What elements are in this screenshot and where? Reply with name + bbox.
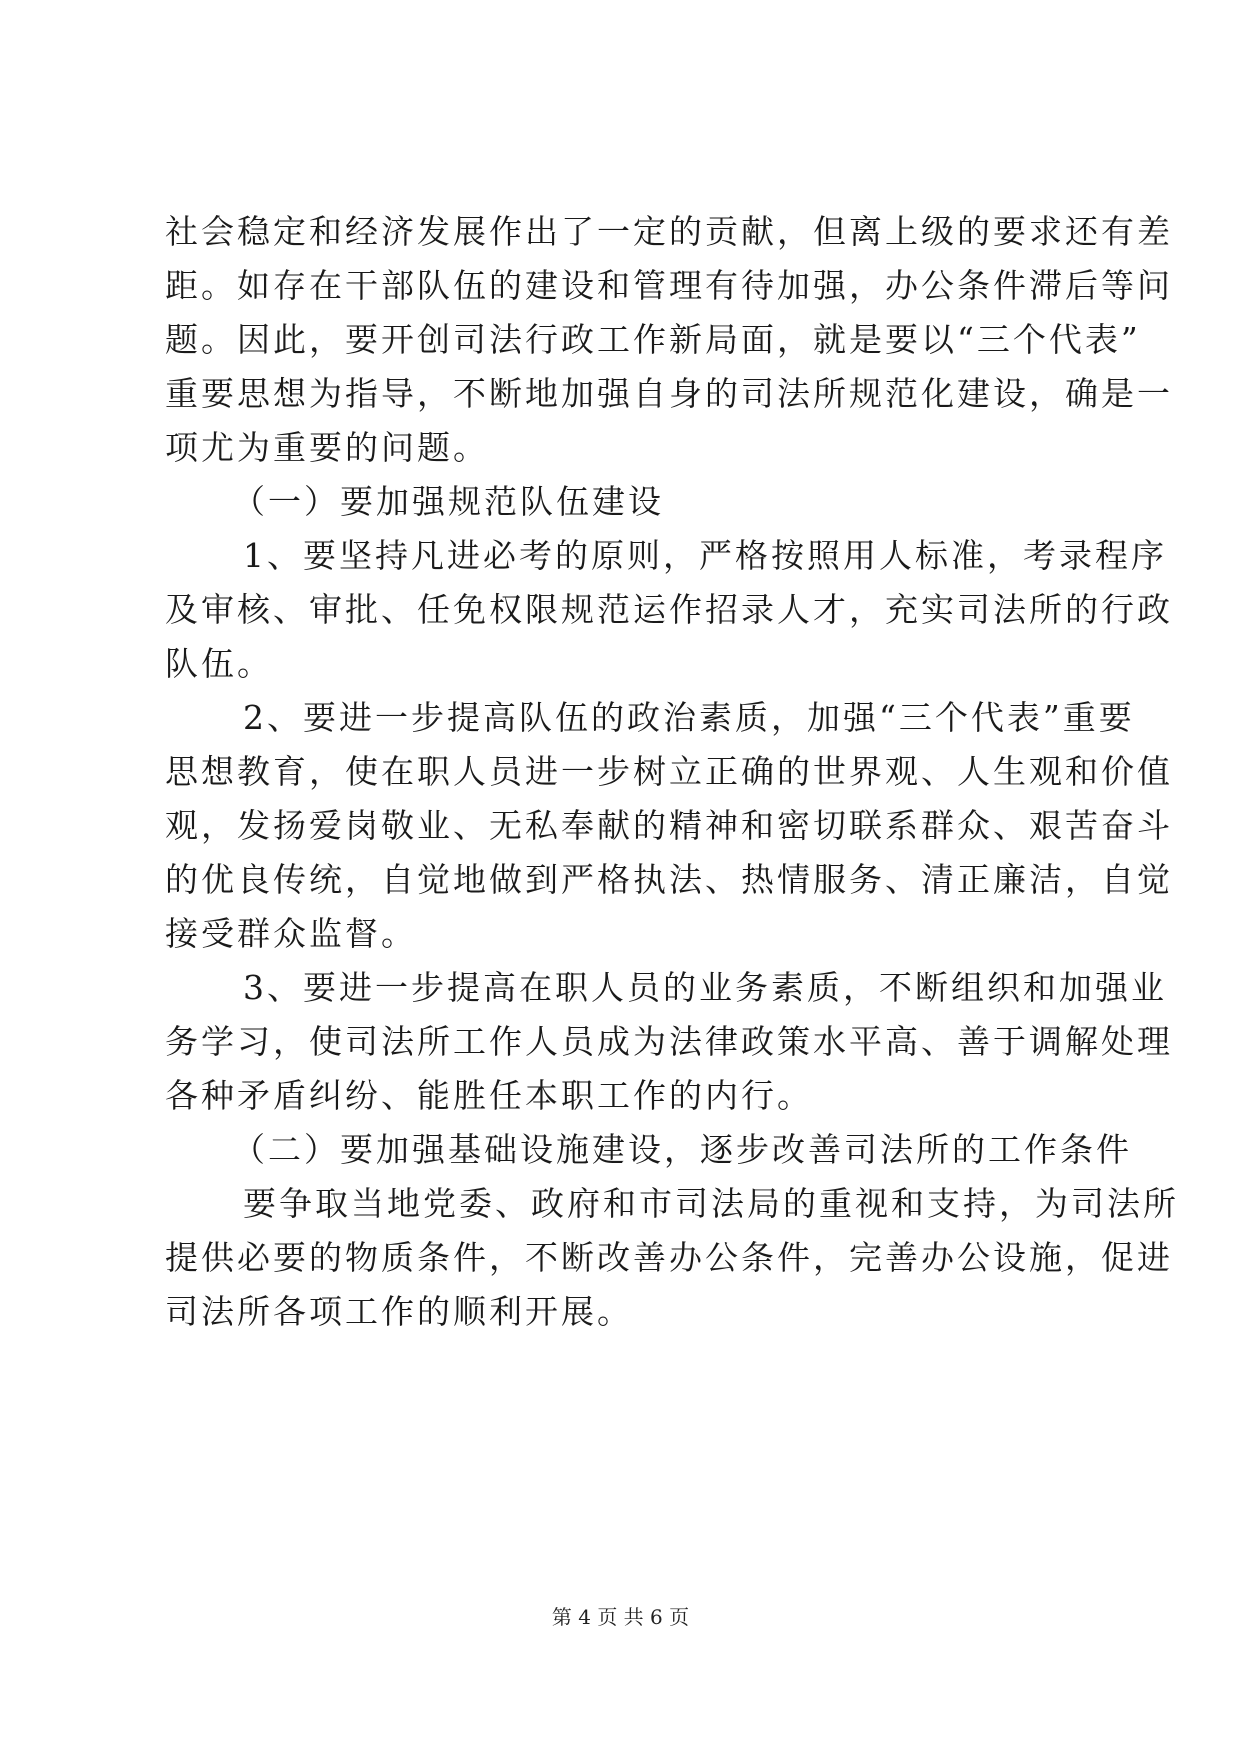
body-text-line: 提供必要的物质条件，不断改善办公条件，完善办公设施，促进	[165, 1238, 1173, 1277]
body-text-line: 项尤为重要的问题。	[165, 428, 489, 467]
body-text-line: 接受群众监督。	[165, 914, 417, 953]
body-text-line: 司法所各项工作的顺利开展。	[165, 1292, 633, 1331]
list-item-1-start: 1、要坚持凡进必考的原则，严格按照用人标准，考录程序	[243, 536, 1167, 575]
section-heading-2: （二）要加强基础设施建设，逐步改善司法所的工作条件	[232, 1130, 1132, 1169]
body-text-line: 务学习，使司法所工作人员成为法律政策水平高、善于调解处理	[165, 1022, 1173, 1061]
body-text-line: 队伍。	[165, 644, 273, 683]
page-footer: 第 4 页 共 6 页	[551, 1605, 690, 1629]
body-text-line: 题。因此，要开创司法行政工作新局面，就是要以“三个代表”	[165, 320, 1141, 359]
list-item-2-start: 2、要进一步提高队伍的政治素质，加强“三个代表”重要	[243, 698, 1135, 737]
list-item-3-start: 3、要进一步提高在职人员的业务素质，不断组织和加强业	[243, 968, 1167, 1007]
body-text-line: 各种矛盾纠纷、能胜任本职工作的内行。	[165, 1076, 813, 1115]
body-text-line: 重要思想为指导，不断地加强自身的司法所规范化建设，确是一	[165, 374, 1173, 413]
body-text-line: 及审核、审批、任免权限规范运作招录人才，充实司法所的行政	[165, 590, 1173, 629]
section-heading-1: （一）要加强规范队伍建设	[232, 482, 664, 521]
body-text-line: 观，发扬爱岗敬业、无私奉献的精神和密切联系群众、艰苦奋斗	[165, 806, 1173, 845]
paragraph-start: 要争取当地党委、政府和市司法局的重视和支持，为司法所	[243, 1184, 1179, 1223]
body-text-line: 的优良传统，自觉地做到严格执法、热情服务、清正廉洁，自觉	[165, 860, 1173, 899]
body-text-line: 社会稳定和经济发展作出了一定的贡献，但离上级的要求还有差	[165, 212, 1173, 251]
body-text-line: 思想教育，使在职人员进一步树立正确的世界观、人生观和价值	[165, 752, 1173, 791]
body-text-line: 距。如存在干部队伍的建设和管理有待加强，办公条件滞后等问	[165, 266, 1173, 305]
